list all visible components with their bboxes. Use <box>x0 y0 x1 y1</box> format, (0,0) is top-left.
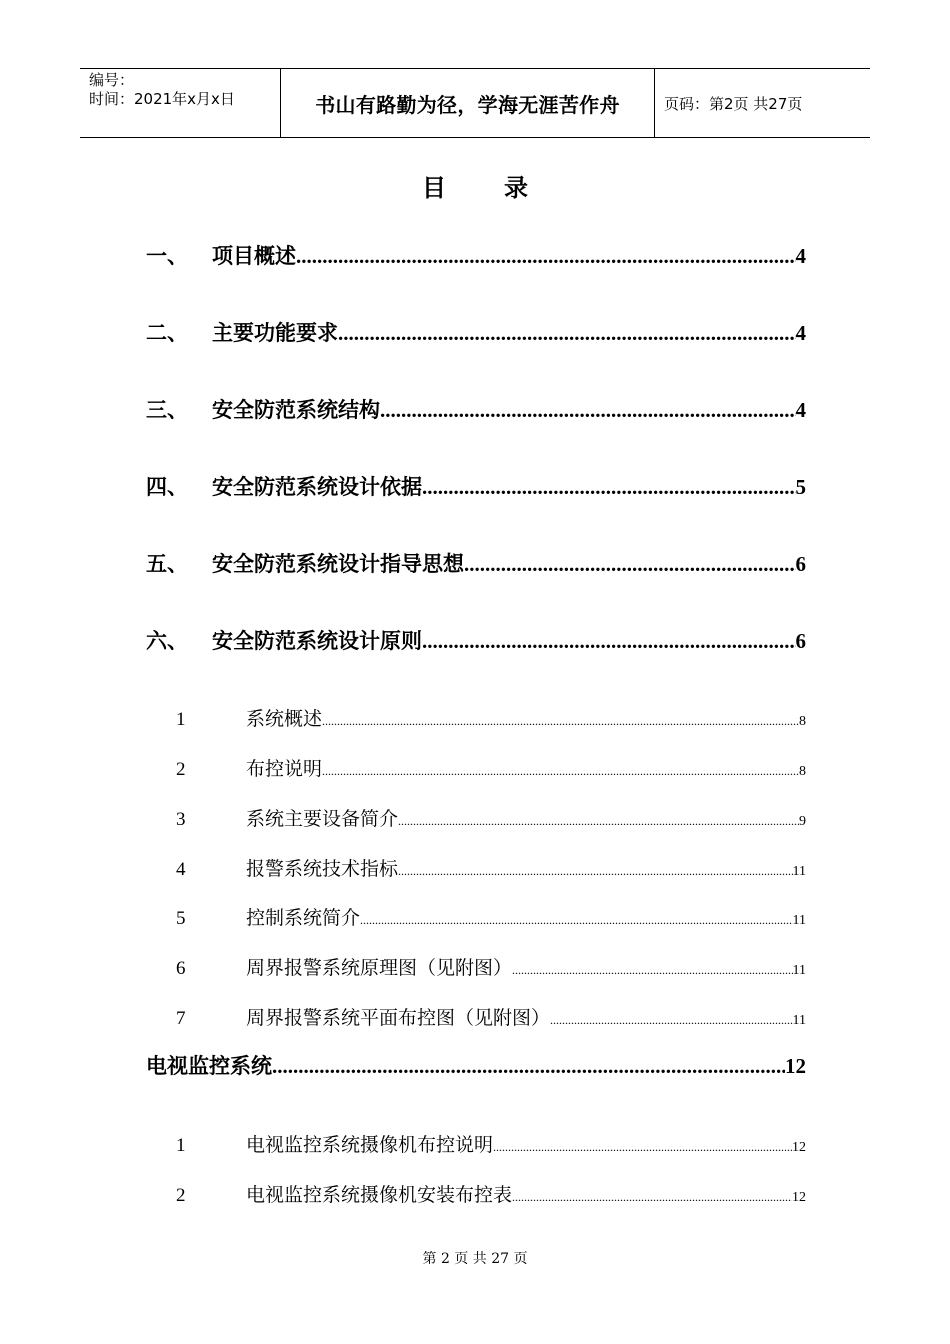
toc-subentry-number: 3 <box>176 809 186 830</box>
toc-entry-text: 主要功能要求 <box>212 321 338 345</box>
toc-subentry[interactable] <box>176 1180 806 1207</box>
toc-title <box>0 168 950 203</box>
toc-subentry-number: 2 <box>176 759 186 780</box>
toc-subentry-page: 11 <box>792 913 806 928</box>
toc-subentry-page: 8 <box>799 714 806 729</box>
toc-subentry-page: 11 <box>792 1013 806 1028</box>
toc-entry-text: 安全防范系统设计依据 <box>212 475 422 499</box>
toc-entry-page: 4 <box>795 398 806 422</box>
toc-leader-dots <box>398 864 793 879</box>
toc-subentry-number: 1 <box>176 1135 186 1156</box>
toc-subentry-text: 电视监控系统摄像机安装布控表 <box>246 1184 513 1206</box>
toc-leader-dots <box>322 714 799 729</box>
toc-subentry[interactable] <box>176 953 806 980</box>
toc-entry[interactable] <box>146 471 806 501</box>
toc-entry-page: 5 <box>795 475 806 499</box>
toc-entry-text: 安全防范系统设计原则 <box>212 629 422 653</box>
toc-entry-page: 6 <box>795 629 806 653</box>
toc-subentry-text: 控制系统简介 <box>246 907 361 929</box>
toc-leader-dots <box>422 475 796 500</box>
toc-title-char-2: 录 <box>504 174 528 202</box>
toc-section[interactable] <box>146 1050 806 1080</box>
toc-leader-dots <box>512 963 793 978</box>
toc-subentry[interactable] <box>176 1003 806 1030</box>
toc-leader-dots <box>493 1140 792 1155</box>
toc-entry-text: 安全防范系统设计指导思想 <box>212 552 464 576</box>
toc-subentry-page: 11 <box>792 963 806 978</box>
toc-entry[interactable] <box>146 317 806 347</box>
toc-entry[interactable] <box>146 240 806 270</box>
header-meta <box>80 69 281 137</box>
toc-entry-number: 三、 <box>146 398 188 422</box>
toc-subentry-text: 周界报警系统原理图（见附图） <box>246 957 513 979</box>
toc-entry-number: 五、 <box>146 552 188 576</box>
toc-leader-dots <box>464 552 796 577</box>
number-label: 编号： <box>89 71 135 89</box>
toc-subentry-text: 布控说明 <box>246 758 323 780</box>
toc-subentry-text: 系统概述 <box>246 708 323 730</box>
toc-entry-text: 安全防范系统结构 <box>212 398 380 422</box>
toc-subentry-page: 11 <box>792 864 806 879</box>
toc-subentry-number: 4 <box>176 859 186 880</box>
toc-subentry-page: 8 <box>799 764 806 779</box>
page-header <box>80 68 870 138</box>
toc-subentry[interactable] <box>176 854 806 881</box>
toc-entry-page: 4 <box>795 321 806 345</box>
toc-subentry-text: 报警系统技术指标 <box>246 858 399 880</box>
toc-subentry[interactable] <box>176 754 806 781</box>
toc-title-char-1: 目 <box>422 174 446 202</box>
toc-leader-dots <box>322 764 799 779</box>
toc-leader-dots <box>422 629 796 654</box>
toc-leader-dots <box>272 1054 785 1079</box>
toc-subentry-number: 7 <box>176 1008 186 1029</box>
toc-entry-page: 4 <box>795 244 806 268</box>
toc-subentry-number: 1 <box>176 709 186 730</box>
toc-subentry-page: 9 <box>799 814 806 829</box>
toc-entry-text: 项目概述 <box>212 244 296 268</box>
toc-leader-dots <box>338 321 796 346</box>
toc-entry-number: 二、 <box>146 321 188 345</box>
time-label: 时间：2021年x月x日 <box>89 90 235 108</box>
toc-entry-number: 四、 <box>146 475 188 499</box>
toc-section-text: 电视监控系统 <box>146 1054 272 1078</box>
toc-entry-number: 六、 <box>146 629 188 653</box>
toc-subentry-text: 周界报警系统平面布控图（见附图） <box>246 1007 551 1029</box>
toc-entry[interactable] <box>146 625 806 655</box>
header-motto: 书山有路勤为径，学海无涯苦作舟 <box>281 69 655 137</box>
toc-subentry[interactable] <box>176 704 806 731</box>
toc-subentry[interactable] <box>176 1130 806 1157</box>
toc-leader-dots <box>296 244 796 269</box>
toc-leader-dots <box>360 913 793 928</box>
toc-section-page: 12 <box>785 1054 806 1078</box>
header-page-info: 页码：第2页 共27页 <box>664 94 803 113</box>
toc-entry-number: 一、 <box>146 244 188 268</box>
toc-entry[interactable] <box>146 548 806 578</box>
toc-subentry-number: 2 <box>176 1185 186 1206</box>
toc-subentry-number: 6 <box>176 958 186 979</box>
toc-leader-dots <box>398 814 799 829</box>
toc-subentry-number: 5 <box>176 908 186 929</box>
toc-leader-dots <box>380 398 796 423</box>
toc-subentry-page: 12 <box>792 1190 806 1205</box>
toc-entry[interactable] <box>146 394 806 424</box>
toc-subentry-text: 电视监控系统摄像机布控说明 <box>246 1134 494 1156</box>
toc-subentry-page: 12 <box>792 1140 806 1155</box>
toc-subentry[interactable] <box>176 804 806 831</box>
page-footer: 第 2 页 共 27 页 <box>422 1251 528 1267</box>
toc-subentry[interactable] <box>176 903 806 930</box>
toc-subentry-text: 系统主要设备简介 <box>246 808 399 830</box>
toc-leader-dots <box>512 1190 792 1205</box>
toc-leader-dots <box>550 1013 793 1028</box>
toc-entry-page: 6 <box>795 552 806 576</box>
